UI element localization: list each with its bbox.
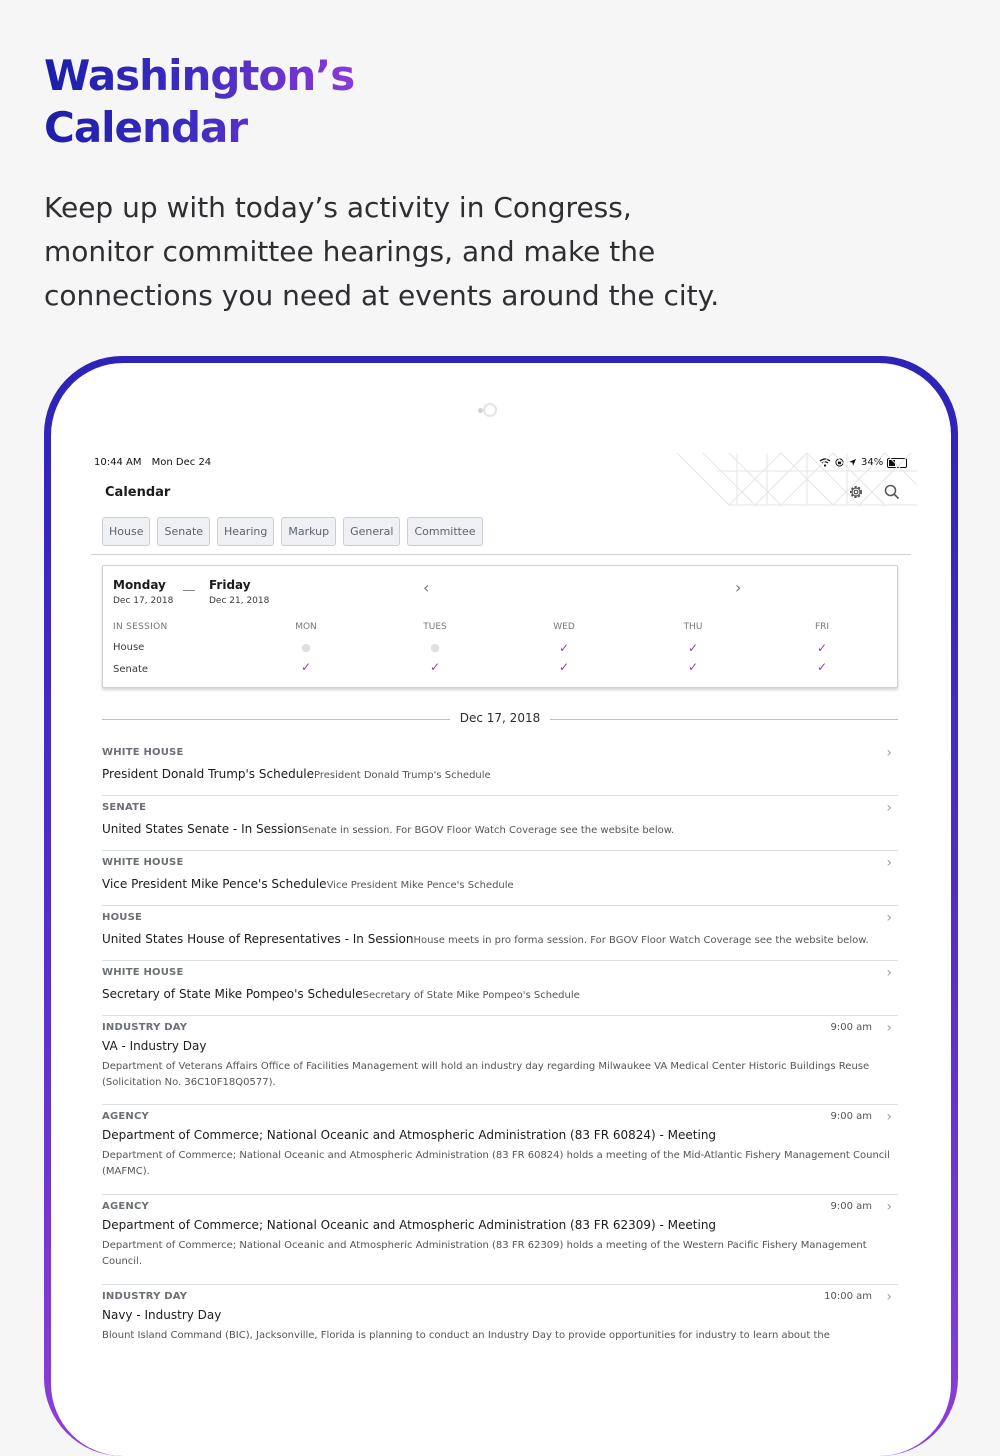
event-title-line xyxy=(102,983,580,1002)
event-row[interactable] xyxy=(102,1105,898,1195)
session-dot-icon: ● xyxy=(430,641,440,654)
event-category: HOUSE xyxy=(102,912,143,923)
hero-subtitle-line: Keep up with today’s activity in Congress, xyxy=(44,191,632,224)
event-row[interactable] xyxy=(102,851,898,906)
day-header-fri: FRI xyxy=(814,622,830,632)
event-list xyxy=(102,741,898,1375)
filter-chips xyxy=(102,517,483,546)
event-summary: House meets in pro forma session. For BGOV Floor Watch Coverage see the website below. xyxy=(413,935,869,946)
chevron-right-icon: › xyxy=(886,910,892,926)
search-icon[interactable] xyxy=(883,483,901,501)
chamber-label-house: House xyxy=(113,642,145,653)
filter-chip-general[interactable]: General xyxy=(343,517,400,546)
event-category: AGENCY xyxy=(102,1111,149,1122)
event-summary: President Donald Trump's Schedule xyxy=(314,770,491,781)
week-start-date: Dec 17, 2018 xyxy=(113,596,174,606)
session-check-icon: ✓ xyxy=(300,660,312,674)
event-title-line xyxy=(102,763,491,782)
session-check-icon: ✓ xyxy=(816,660,828,674)
event-category: AGENCY xyxy=(102,1201,149,1212)
hero-subtitle xyxy=(44,186,944,318)
event-description: Blount Island Command (BIC), Jacksonville, Florida is planning to conduct an Industry Day to provide opportunities for industry to learn about the xyxy=(102,1330,830,1341)
date-separator xyxy=(102,711,898,727)
event-description: Department of Commerce; National Oceanic and Atmospheric Administration (83 FR 62309) holds a meeting of the Western Pacific Fishery Management Council. xyxy=(102,1240,867,1267)
hero-title-line: Calendar xyxy=(44,103,248,152)
event-title: United States House of Representatives - In Session xyxy=(102,932,414,946)
event-description: Department of Veterans Affairs Office of Facilities Management will hold an industry day regarding Milwaukee VA Medical Center Historic Buildings Reuse (Solicitation No. 36C10F18Q0577). xyxy=(102,1061,870,1088)
event-time: 9:00 am xyxy=(830,1111,872,1122)
status-date: Mon Dec 24 xyxy=(151,457,212,468)
event-title-line xyxy=(102,873,514,892)
session-check-icon: ✓ xyxy=(687,641,699,655)
hero-title xyxy=(44,50,354,154)
filter-chip-house[interactable]: House xyxy=(102,517,150,546)
event-row[interactable] xyxy=(102,741,898,796)
day-header-tues: TUES xyxy=(423,622,447,632)
status-time: 10:44 AM xyxy=(94,457,142,468)
filter-chip-hearing[interactable]: Hearing xyxy=(217,517,274,546)
date-separator-label: Dec 17, 2018 xyxy=(102,711,898,725)
hero-subtitle-line: monitor committee hearings, and make the xyxy=(44,235,656,268)
filter-chip-senate[interactable]: Senate xyxy=(157,517,210,546)
event-title: Navy - Industry Day xyxy=(102,1308,222,1322)
event-row[interactable] xyxy=(102,906,898,961)
chevron-right-icon: › xyxy=(886,1289,892,1305)
event-title: Vice President Mike Pence's Schedule xyxy=(102,877,327,891)
lattice-decoration xyxy=(677,453,917,507)
event-time: 10:00 am xyxy=(824,1291,872,1302)
status-bar-left xyxy=(94,457,218,468)
event-title: VA - Industry Day xyxy=(102,1039,207,1053)
day-header-thu: THU xyxy=(683,622,703,632)
chevron-right-icon: › xyxy=(886,800,892,816)
event-title-line xyxy=(102,818,674,837)
chevron-right-icon: › xyxy=(886,1199,892,1215)
event-title: United States Senate - In Session xyxy=(102,822,302,836)
day-header-mon: MON xyxy=(295,622,317,632)
event-row[interactable] xyxy=(102,961,898,1016)
chevron-right-icon: › xyxy=(886,1109,892,1125)
camera-icon xyxy=(483,403,497,417)
event-summary: Vice President Mike Pence's Schedule xyxy=(326,880,514,891)
chevron-right-icon[interactable]: › xyxy=(735,578,742,597)
event-category: WHITE HOUSE xyxy=(102,857,184,868)
week-session-card xyxy=(102,565,898,688)
session-check-icon: ✓ xyxy=(558,641,570,655)
gear-icon[interactable] xyxy=(847,483,865,501)
filter-chip-markup[interactable]: Markup xyxy=(281,517,336,546)
chamber-label-senate: Senate xyxy=(113,664,149,675)
in-session-label: IN SESSION xyxy=(113,622,168,632)
chevron-right-icon: › xyxy=(886,745,892,761)
event-row[interactable] xyxy=(102,1016,898,1105)
week-end-day: Friday xyxy=(209,578,251,592)
week-end-date: Dec 21, 2018 xyxy=(209,596,270,606)
chevron-left-icon[interactable]: ‹ xyxy=(423,578,430,597)
event-row[interactable] xyxy=(102,796,898,851)
event-row[interactable] xyxy=(102,1195,898,1285)
chevron-right-icon: › xyxy=(886,1020,892,1036)
day-header-wed: WED xyxy=(553,622,575,632)
week-start-day: Monday xyxy=(113,578,166,592)
divider xyxy=(91,554,911,555)
event-title: Department of Commerce; National Oceanic and Atmospheric Administration (83 FR 62309) - Meeting xyxy=(102,1218,717,1232)
event-category: WHITE HOUSE xyxy=(102,967,184,978)
week-range-dash xyxy=(183,590,195,591)
tablet-frame xyxy=(44,356,958,1456)
event-time: 9:00 am xyxy=(830,1022,872,1033)
tablet-screen xyxy=(51,363,951,1456)
session-dot-icon: ● xyxy=(301,641,311,654)
hero-title-line: Washington’s xyxy=(44,51,355,100)
event-summary: Senate in session. For BGOV Floor Watch Coverage see the website below. xyxy=(301,825,675,836)
event-title: President Donald Trump's Schedule xyxy=(102,767,315,781)
session-check-icon: ✓ xyxy=(429,660,441,674)
filter-chip-committee[interactable]: Committee xyxy=(407,517,482,546)
event-description: Department of Commerce; National Oceanic and Atmospheric Administration (83 FR 60824) holds a meeting of the Mid-Atlantic Fishery Management Council (MAFMC). xyxy=(102,1150,890,1177)
session-check-icon: ✓ xyxy=(687,660,699,674)
event-category: SENATE xyxy=(102,802,147,813)
event-category: INDUSTRY DAY xyxy=(102,1291,188,1302)
chevron-right-icon: › xyxy=(886,965,892,981)
hero-subtitle-line: connections you need at events around the city. xyxy=(44,279,720,312)
event-category: WHITE HOUSE xyxy=(102,747,184,758)
event-summary: Secretary of State Mike Pompeo's Schedule xyxy=(362,990,580,1001)
nav-title: Calendar xyxy=(105,485,171,500)
event-time: 9:00 am xyxy=(830,1201,872,1212)
event-title: Secretary of State Mike Pompeo's Schedule xyxy=(102,987,363,1001)
event-title: Department of Commerce; National Oceanic and Atmospheric Administration (83 FR 60824) - Meeting xyxy=(102,1128,717,1142)
event-category: INDUSTRY DAY xyxy=(102,1022,188,1033)
battery-percent: 34% xyxy=(861,457,884,468)
event-title-line xyxy=(102,928,898,947)
event-row[interactable] xyxy=(102,1285,898,1375)
chevron-right-icon: › xyxy=(886,855,892,871)
session-check-icon: ✓ xyxy=(558,660,570,674)
session-check-icon: ✓ xyxy=(816,641,828,655)
